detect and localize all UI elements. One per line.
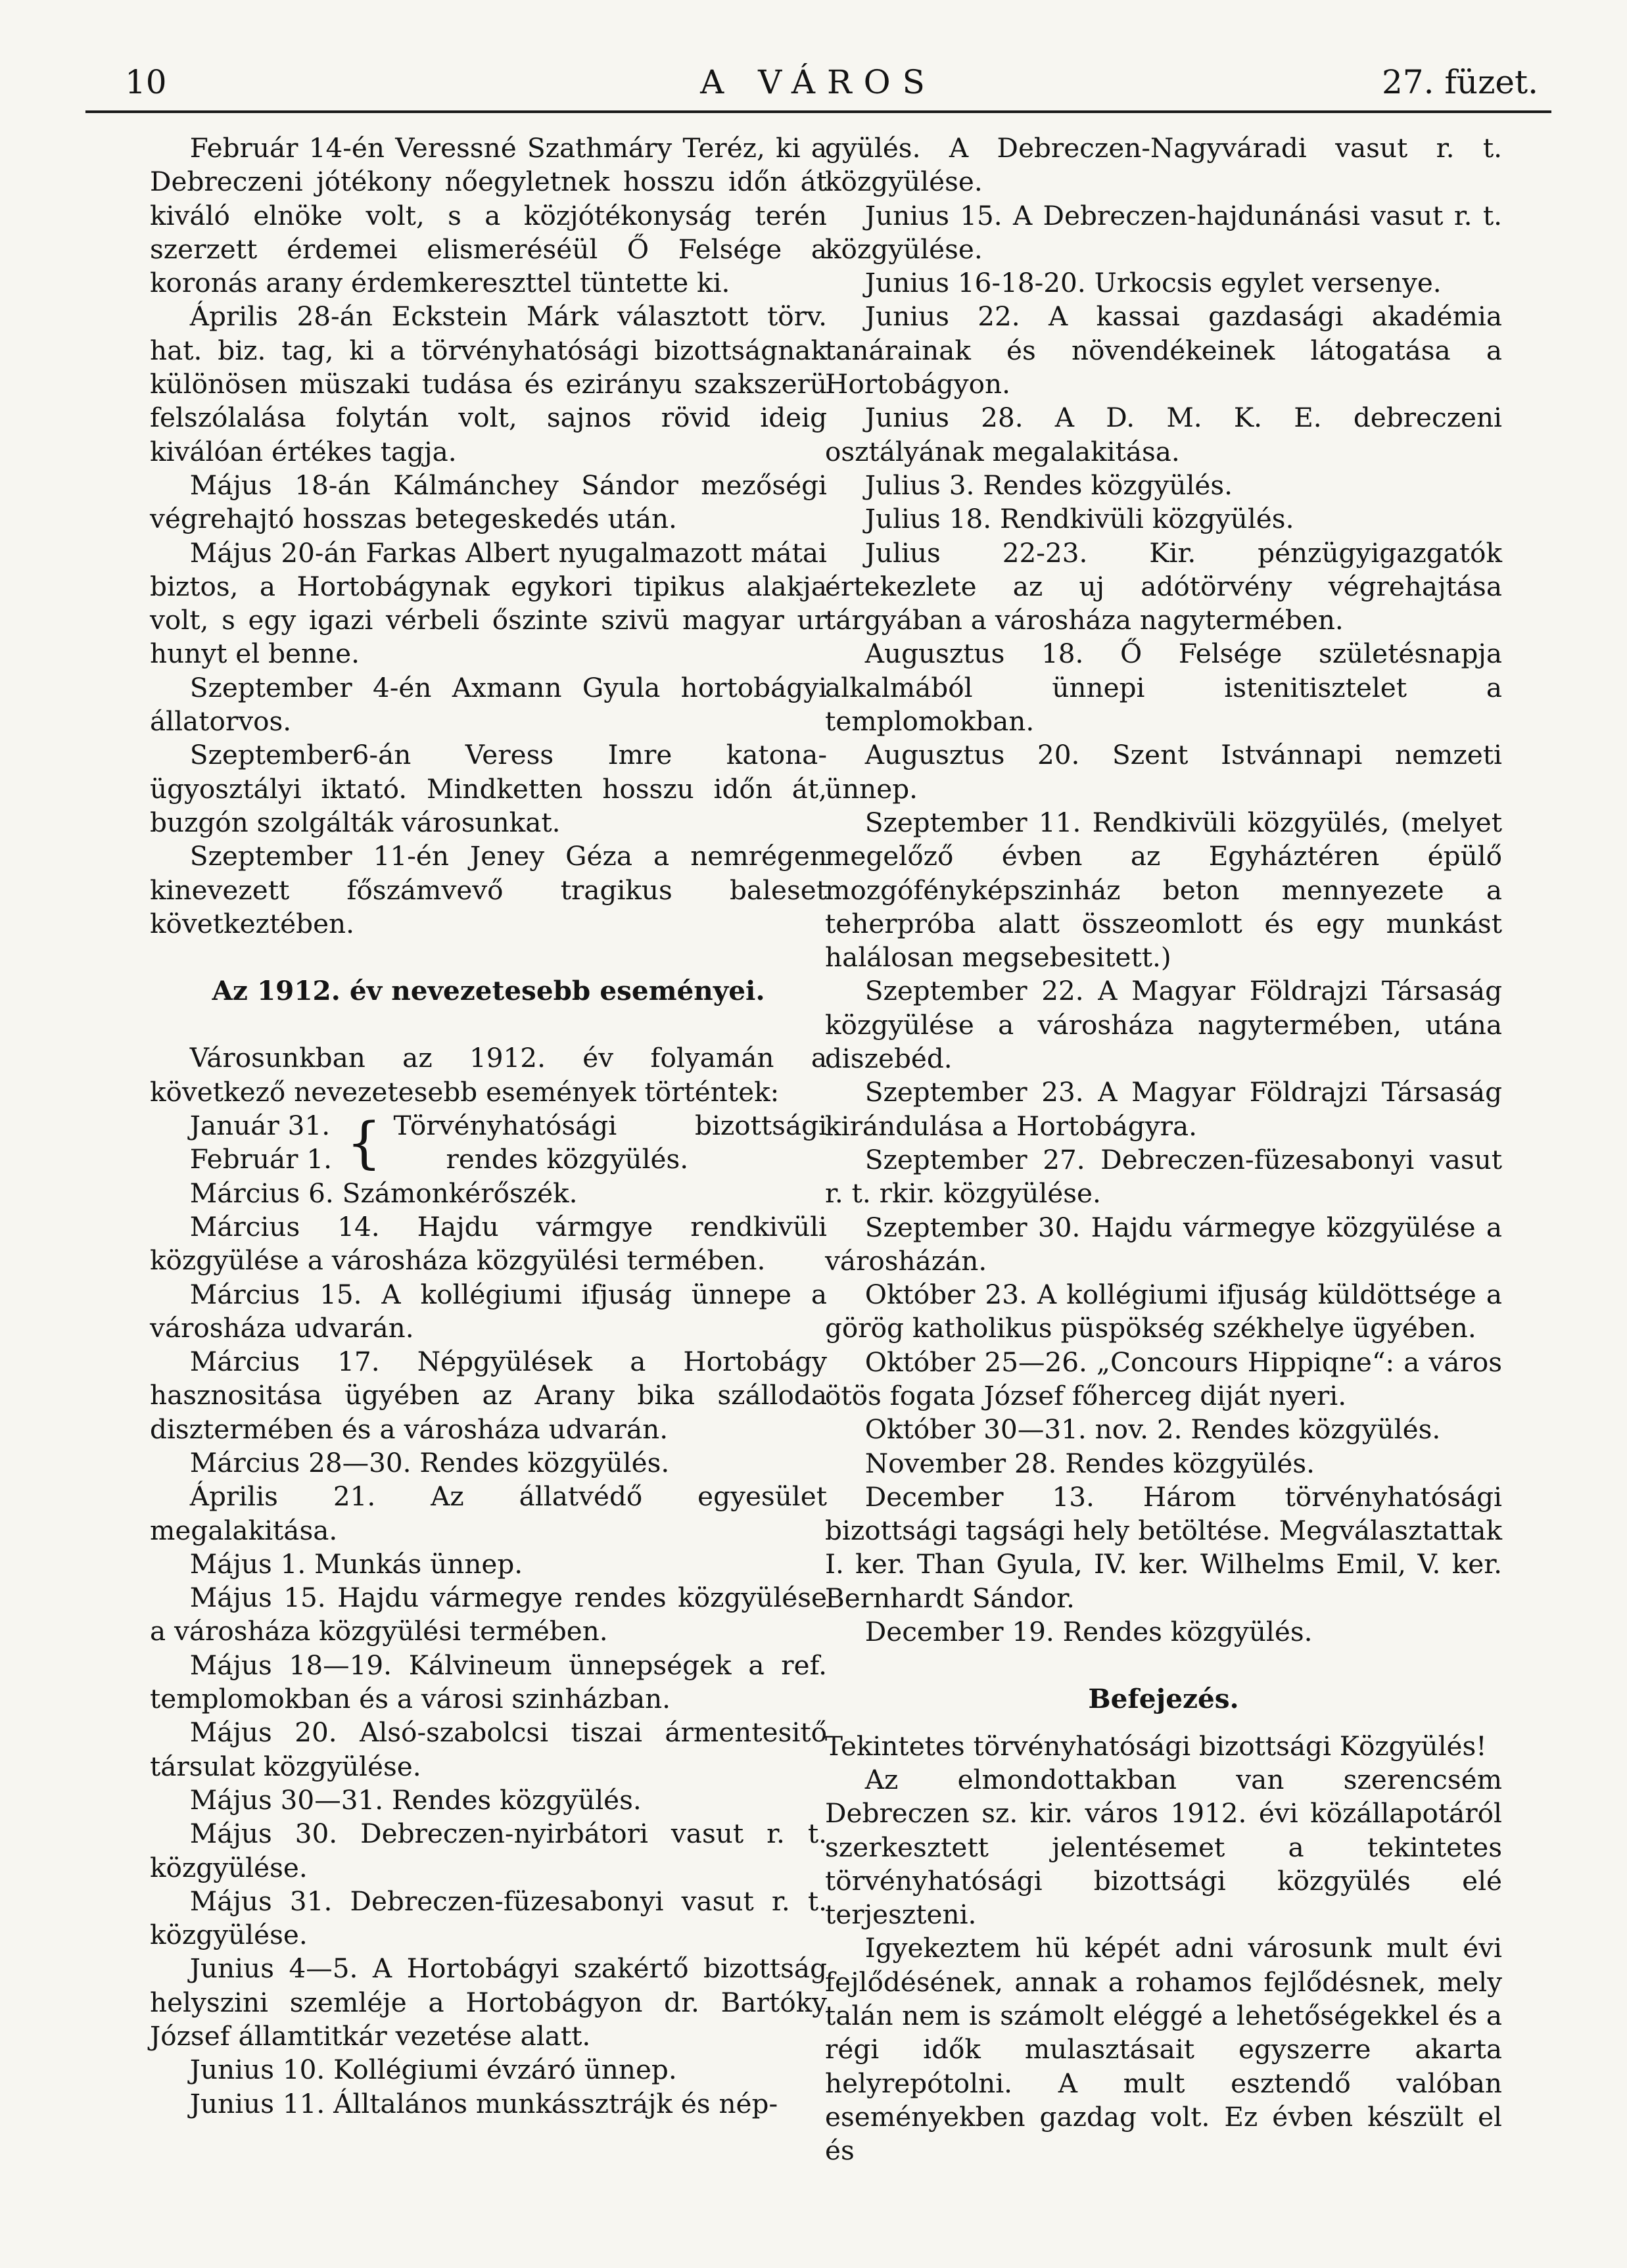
right-column [825,131,1502,2168]
event-entry: December 13. Három törvényhatósági bizottsági tagsági hely betöltése. Megválasztattak I. ker. Than Gyula, IV. ker. Wilhelms Emil, V. ker. Bernhardt Sándor. [825,1480,1502,1614]
obituary-paragraph: Szeptember 11-én Jeney Géza a nemrégen kinevezett főszámvevő tragikus baleset következtében. [150,840,827,939]
obituary-paragraph: Szeptember 4-én Axmann Gyula hortobágyi állatorvos. [150,671,827,738]
event-entry: Szeptember 30. Hajdu vármegye közgyülése a városházán. [825,1211,1502,1277]
event-entry: Október 25—26. „Concours Hippiqne“: a város ötös fogata József főherceg diját nyeri. [825,1346,1502,1411]
event-entry: Julius 18. Rendkivüli közgyülés. [864,503,1294,535]
event-entry: Március 15. A kollégiumi ifjuság ünnepe a városháza udvarán. [150,1278,827,1344]
brace-symbol: { [346,1110,382,1175]
event-entry: Junius 11. Álltalános munkássztrájk és nép- [189,2087,778,2119]
event-entry: Junius 4—5. A Hortobágyi szakértő bizottság helyszini szemléje a Hortobágyon dr. Bartóky József államtitkár vezetése alatt. [150,1952,827,2052]
spacer [825,1716,1502,1730]
conclusion-paragraph: Az elmondottakban van szerencsém Debreczen sz. kir. város 1912. évi közállapotáról szerkesztett jelentésemet a tekintetes törvényhatósági bizottsági közgyülés elé terjeszteni. [825,1763,1502,1931]
continuation-text: gyülés. A Debreczen-Nagyváradi vasut r. t. közgyülése. [825,132,1502,198]
event-entry: Szeptember 27. Debreczen-füzesabonyi vasut r. t. rkir. közgyülése. [825,1143,1502,1210]
event-entry: Május 20. Alsó-szabolcsi tiszai ármentesitő társulat közgyülése. [150,1716,827,1782]
brace-text-line: Törvényhatósági bizottsági [393,1110,827,1142]
event-entry: Május 31. Debreczen-füzesabonyi vasut r. t. közgyülése. [150,1885,827,1951]
event-entry: Március 17. Népgyülések a Hortobágy hasznositása ügyében az Arany bika szálloda disztermében és a városháza udvarán. [150,1346,827,1445]
event-entry: Julius 22-23. Kir. pénzügyigazgatók értekezlete az uj adótörvény végrehajtása tárgyában a városháza nagytermében. [825,536,1502,636]
event-entry: Szeptember 23. A Magyar Földrajzi Társaság kirándulása a Hortobágyra. [825,1076,1502,1142]
event-entry: Március 14. Hajdu vármgye rendkivüli közgyülése a városháza közgyülési termében. [150,1210,827,1277]
event-entry: Julius 3. Rendes közgyülés. [864,469,1233,501]
event-entry: Május 18—19. Kálvineum ünnepségek a ref. templomokban és a városi szinházban. [150,1649,827,1715]
event-entry: Junius 16-18-20. Urkocsis egylet versenye. [864,267,1442,299]
left-column [150,131,827,2121]
obituary-paragraph: Szeptember6-án Veress Imre katona-ügyosztályi iktató. Mindketten hosszu időn át, buzgón szolgálták városunkat. [150,739,827,838]
conclusion-paragraph: Igyekeztem hü képét adni városunk mult évi fejlődésének, annak a rohamos fejlődésnek, mely talán nem is számolt eléggé a lehetőségekkel és a régi idők mulasztásait egyszerre akarta helyrepótolni. A mult esztendő valóban eseményekben gazdag volt. Ez évben készült el és [825,1932,1502,2167]
brace-date: Február 1. [189,1143,332,1175]
spacer [150,1008,827,1041]
event-entry: Augusztus 18. Ő Felsége születésnapja alkalmából ünnepi istenitisztelet a templomokban. [825,638,1502,738]
event-entry: Szeptember 11. Rendkivüli közgyülés, (melyet megelőző évben az Egyháztéren épülő mozgófényképszinház beton mennyezete a teherpróba alatt összeomlott és egy munkást halálosan megsebesitett.) [825,806,1502,974]
event-entry: Május 30—31. Rendes közgyülés. [189,1784,642,1816]
event-entry: Május 15. Hajdu vármegye rendes közgyülése a városháza közgyülési termében. [150,1582,827,1647]
conclusion-heading: Befejezés. [1088,1683,1239,1715]
event-entry: Szeptember 22. A Magyar Földrajzi Társaság közgyülése a városháza nagytermében, utána diszebéd. [825,975,1502,1075]
obituary-paragraph: Május 18-án Kálmánchey Sándor mezőségi végrehajtó hosszas betegeskedés után. [150,469,827,535]
page-header [85,58,1551,113]
event-entry: Junius 22. A kassai gazdasági akadémia tanárainak és növendékeinek látogatása a Hortobágyon. [825,300,1502,400]
event-entry: Junius 10. Kollégiumi évzáró ünnep. [189,2054,677,2086]
event-entry: Május 30. Debreczen-nyirbátori vasut r. t. közgyülése. [150,1818,827,1883]
brace-text [393,1109,827,1177]
event-entry: Augusztus 20. Szent Istvánnapi nemzeti ünnep. [825,739,1502,805]
event-entry: Március 28—30. Rendes közgyülés. [189,1446,670,1478]
address-line: Tekintetes törvényhatósági bizottsági Közgyülés! [825,1730,1487,1762]
event-entry: Junius 15. A Debreczen-hajdunánási vasut r. t. közgyülése. [825,199,1502,265]
event-entry: Október 30—31. nov. 2. Rendes közgyülés. [864,1413,1441,1446]
page-number: 10 [125,63,167,101]
obituary-paragraph: Május 20-án Farkas Albert nyugalmazott mátai biztos, a Hortobágynak egykori tipikus alakja volt, s egy igazi vérbeli őszinte szivü magyar ur hunyt el benne. [150,536,827,670]
brace-date: Január 31. [189,1110,331,1142]
brace-entry [150,1109,827,1177]
event-entry: Junius 28. A D. M. K. E. debreczeni osztályának megalakitása. [825,402,1502,467]
obituary-paragraph: Április 28-án Eckstein Márk választott törv. hat. biz. tag, ki a törvényhatósági bizottságnak különösen müszaki tudása és ezirányu szakszerü felszólalása folytán volt, sajnos rövid ideig kiválóan értékes tagja. [150,300,827,467]
obituary-paragraph: Február 14-én Veressné Szathmáry Teréz, ki a Debreczeni jótékony nőegyletnek hosszu időn át kiváló elnöke volt, s a közjótékonyság terén szerzett érdemei elismeréséül Ő Felsége a koronás arany érdemkereszttel tüntette ki. [150,132,827,299]
intro-paragraph: Városunkban az 1912. év folyamán a következő nevezetesebb események történtek: [150,1042,827,1108]
spacer [825,1649,1502,1682]
brace-text-line: rendes közgyülés. [446,1143,689,1175]
event-entry: Április 21. Az állatvédő egyesület megalakitása. [150,1480,827,1546]
running-title: A VÁROS [700,63,937,101]
event-entry: Október 23. A kollégiumi ifjuság küldöttsége a görög katholikus püspökség székhelye ügyében. [825,1279,1502,1344]
brace-dates [150,1109,332,1177]
issue-label: 27. füzet. [1381,63,1538,101]
event-entry: November 28. Rendes közgyülés. [864,1447,1315,1479]
event-entry: Március 6. Számonkérőszék. [189,1177,578,1209]
section-heading: Az 1912. év nevezetesebb eseményei. [212,975,765,1007]
event-entry: Május 1. Munkás ünnep. [189,1547,523,1580]
event-entry: December 19. Rendes közgyülés. [864,1616,1313,1648]
spacer [150,941,827,974]
